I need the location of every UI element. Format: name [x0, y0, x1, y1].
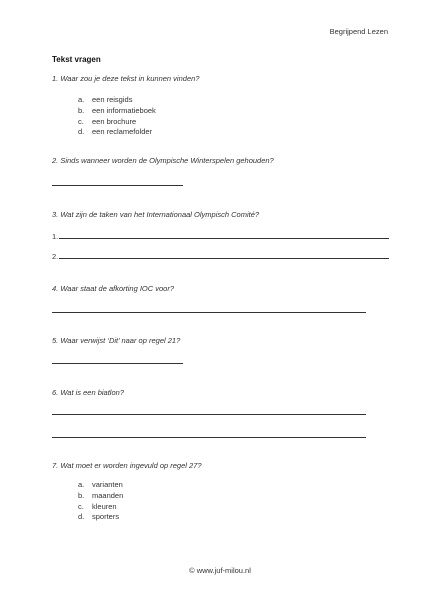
section-title: Tekst vragen	[52, 55, 101, 64]
option-letter: d.	[78, 127, 85, 137]
option-c[interactable]	[78, 502, 123, 513]
option-letter: b.	[78, 490, 85, 500]
answer-line-4[interactable]	[52, 312, 366, 313]
option-text: een reclamefolder	[92, 127, 153, 137]
question-1-options	[78, 95, 156, 138]
question-2: 2. Sinds wanneer worden de Olympische Winterspelen gehouden?	[52, 156, 274, 165]
answer-line-2[interactable]	[52, 185, 183, 186]
option-text: maanden	[92, 490, 124, 500]
option-text: varianten	[92, 480, 123, 489]
answer-line-6-2[interactable]	[52, 437, 366, 438]
line-number: 1.	[52, 232, 59, 241]
option-a[interactable]	[78, 480, 123, 491]
question-7-options	[78, 480, 123, 523]
option-text: kleuren	[92, 501, 117, 511]
answer-line-6-1[interactable]	[52, 414, 366, 415]
option-letter: d.	[78, 512, 85, 522]
option-letter: c.	[78, 501, 84, 511]
option-text: een brochure	[92, 116, 137, 126]
answer-line-3-2[interactable]	[52, 252, 389, 261]
answer-rule	[59, 258, 389, 259]
question-4: 4. Waar staat de afkorting IOC voor?	[52, 284, 175, 293]
line-number: 2.	[52, 252, 59, 261]
question-5: 5. Waar verwijst ‘Dit’ naar op regel 21?	[52, 336, 181, 345]
option-letter: c.	[78, 116, 84, 126]
option-letter: a.	[78, 95, 85, 104]
option-d[interactable]	[78, 127, 156, 138]
question-3: 3. Wat zijn de taken van het Internationaal Olympisch Comité?	[52, 210, 260, 219]
option-letter: b.	[78, 105, 85, 115]
option-letter: a.	[78, 480, 85, 489]
option-text: een reisgids	[92, 95, 133, 104]
option-c[interactable]	[78, 117, 156, 128]
answer-line-5[interactable]	[52, 363, 183, 364]
page-header-subject: Begrijpend Lezen	[329, 27, 388, 36]
option-a[interactable]	[78, 95, 156, 106]
footer-copyright: © www.juf-milou.nl	[189, 566, 251, 575]
question-6: 6. Wat is een biatlon?	[52, 388, 124, 397]
answer-line-3-1[interactable]	[52, 232, 389, 241]
question-1: 1. Waar zou je deze tekst in kunnen vinden?	[52, 74, 200, 83]
option-b[interactable]	[78, 106, 156, 117]
option-d[interactable]	[78, 512, 123, 523]
option-b[interactable]	[78, 491, 123, 502]
answer-rule	[59, 238, 389, 239]
option-text: een informatieboek	[92, 105, 156, 115]
question-7: 7. Wat moet er worden ingevuld op regel 27?	[52, 461, 202, 470]
option-text: sporters	[92, 512, 120, 522]
